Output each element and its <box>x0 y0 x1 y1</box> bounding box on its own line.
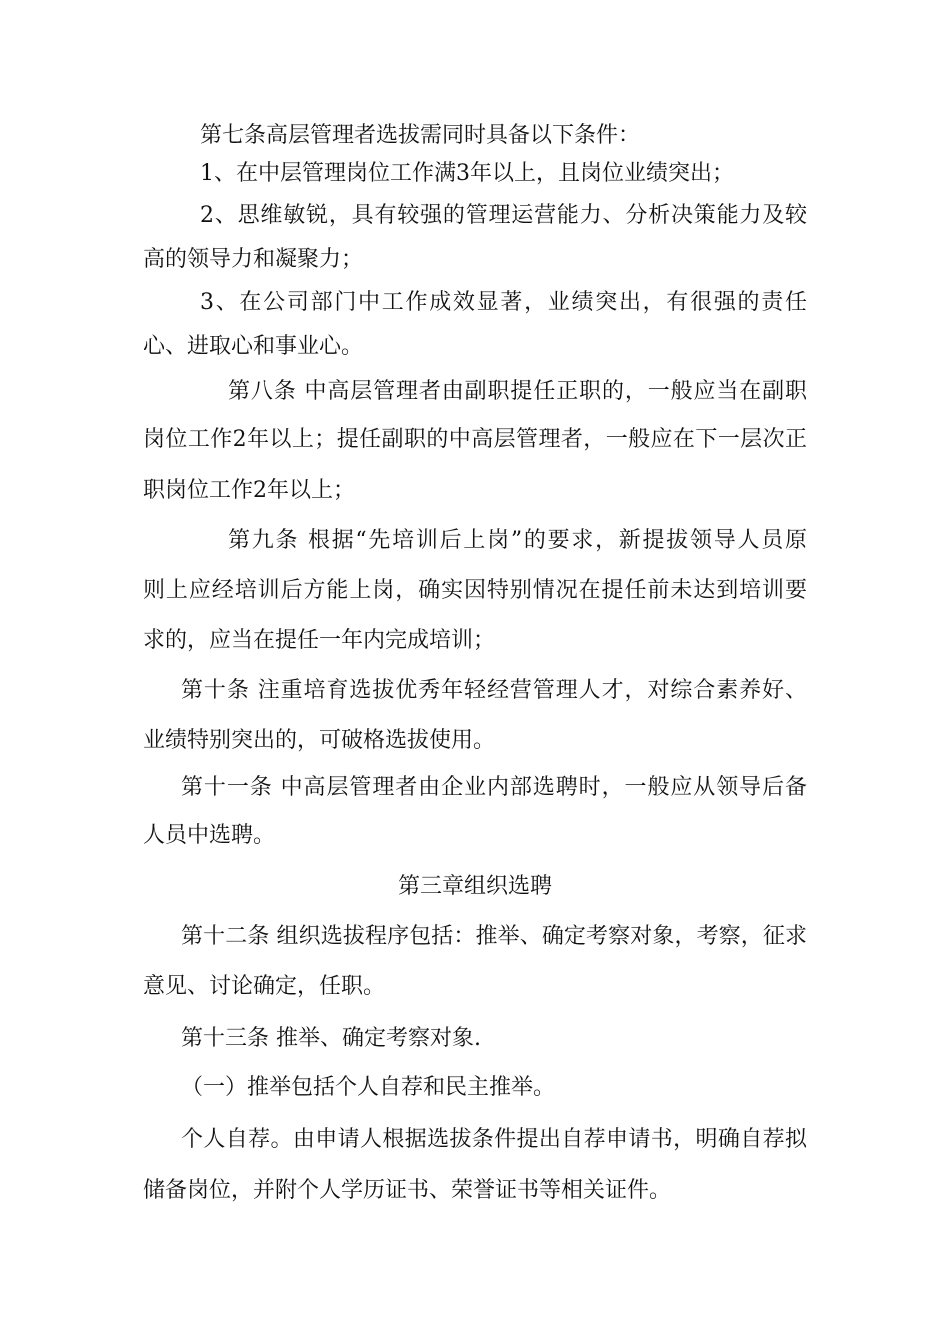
article-7-heading: 第七条高层管理者选拔需同时具备以下条件： <box>200 123 641 148</box>
article-13-heading: 第十三条 推举、确定考察对象. <box>181 1026 481 1051</box>
article-7-item-2-line-1: 2、思维敏锐，具有较强的管理运营能力、分析决策能力及较 <box>200 203 807 228</box>
article-8-line-3: 职岗位工作2年以上； <box>143 478 355 503</box>
article-11-line-2: 人员中选聘。 <box>143 823 276 848</box>
article-10-line-2: 业绩特别突出的，可破格选拔使用。 <box>143 728 496 753</box>
article-9-line-2: 则上应经培训后方能上岗，确实因特别情况在提任前未达到培训要 <box>143 578 807 603</box>
article-7-item-3-line-1: 3、在公司部门中工作成效显著，业绩突出，有很强的责任 <box>200 290 807 315</box>
chapter-3-title: 第三章组织选聘 <box>398 874 553 899</box>
article-12-line-1: 第十二条 组织选拔程序包括：推举、确定考察对象，考察，征求 <box>181 924 807 949</box>
article-10-line-1: 第十条 注重培育选拔优秀年轻经营管理人才，对综合素养好、 <box>181 678 807 703</box>
article-7-item-2-line-2: 高的领导力和凝聚力； <box>143 247 364 272</box>
article-8-line-1: 第八条 中高层管理者由副职提任正职的，一般应当在副职 <box>228 379 807 404</box>
article-7-item-1: 1、在中层管理岗位工作满3年以上，且岗位业绩突出； <box>200 161 734 186</box>
article-12-line-2: 意见、讨论确定，任职。 <box>143 974 386 999</box>
article-11-line-1: 第十一条 中高层管理者由企业内部选聘时，一般应从领导后备 <box>181 775 807 800</box>
self-recommendation-line-2: 储备岗位，并附个人学历证书、荣誉证书等相关证件。 <box>143 1178 672 1203</box>
article-13-item-1: （一）推举包括个人自荐和民主推举。 <box>181 1075 556 1100</box>
article-9-line-3: 求的，应当在提任一年内完成培训； <box>143 628 496 653</box>
article-8-line-2: 岗位工作2年以上；提任副职的中高层管理者，一般应在下一层次正 <box>143 427 807 452</box>
article-7-item-3-line-2: 心、进取心和事业心。 <box>143 334 364 359</box>
article-9-line-1: 第九条 根据“先培训后上岗”的要求，新提拔领导人员原 <box>228 528 807 553</box>
self-recommendation-line-1: 个人自荐。由申请人根据选拔条件提出自荐申请书，明确自荐拟 <box>181 1127 807 1152</box>
